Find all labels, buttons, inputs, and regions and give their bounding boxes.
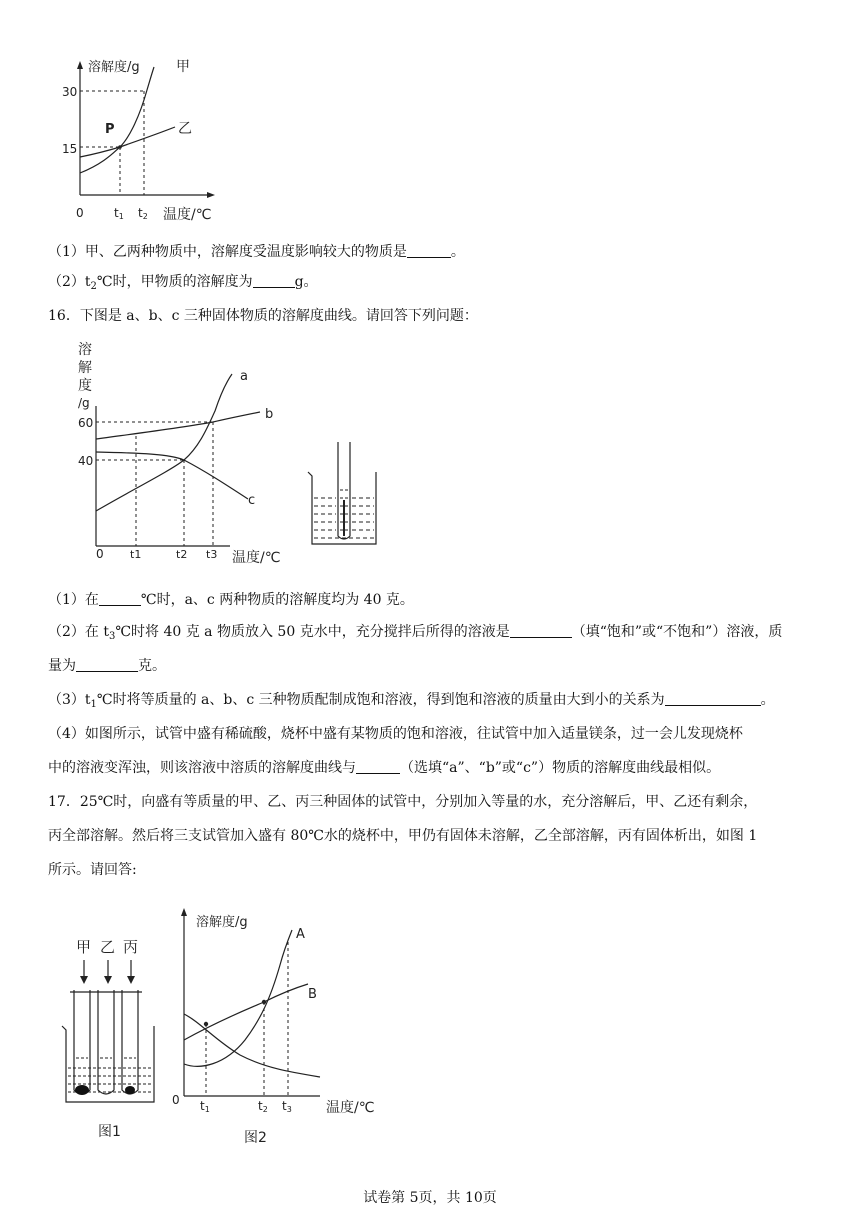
solubility-graph-1: [60, 55, 230, 225]
tick-t3: t3: [282, 1099, 292, 1114]
label-jia: 甲: [176, 59, 190, 75]
down-arrows: [80, 960, 135, 984]
tick-t2: t2: [138, 206, 148, 221]
q15-line-1: （1）甲、乙两种物质中，溶解度受温度影响较大的物质是 。: [48, 244, 465, 260]
q16-p4-line-1: （4）如图所示，试管中盛有稀硫酸，烧杯中盛有某物质的饱和溶液，往试管中加入适量镁条，过一会儿发现烧杯: [48, 726, 743, 742]
answer-blank[interactable]: [665, 691, 761, 706]
label-B: B: [308, 987, 317, 1002]
tick-40: 40: [78, 454, 94, 468]
q16-p3: $(3)t_1℃$时将等质量的 a、b、c 三种物质配制成饱和溶液，得到饱和溶液的质量由大到小的关系为 。: [48, 692, 775, 710]
answer-blank[interactable]: [407, 243, 451, 258]
ylabel-char: 溶: [78, 342, 92, 358]
origin-label: 0: [96, 547, 104, 561]
curve-jia: [80, 67, 154, 173]
tick-60: 60: [78, 416, 94, 430]
answer-blank[interactable]: [510, 623, 572, 638]
label-b: b: [265, 407, 274, 422]
origin-label: 0: [76, 206, 84, 220]
beaker: [308, 472, 376, 544]
curve-a: [96, 374, 232, 511]
answer-blank[interactable]: [76, 657, 138, 672]
label-p: P: [105, 122, 115, 137]
graph1-xlabel: 温度/℃: [163, 207, 212, 223]
tube-label-bing: 丙: [123, 938, 139, 956]
origin-label: 0: [172, 1093, 180, 1107]
tick-t1: t1: [200, 1099, 210, 1114]
tube-yi: [98, 990, 114, 1094]
label-c: c: [248, 493, 256, 508]
ylabel-char: 度: [78, 378, 92, 394]
beaker-test-tube-figure: [300, 440, 390, 552]
tick-t3: t3: [206, 548, 218, 561]
q17-line-1: 17．25℃时，向盛有等质量的甲、乙、丙三种固体的试管中，分别加入等量的水，充分溶解后，甲、乙还有剩余，: [48, 794, 758, 810]
answer-blank[interactable]: [99, 591, 141, 606]
q16-title: 16．下图是 a、b、c 三种固体物质的溶解度曲线。请回答下列问题：: [48, 308, 478, 324]
tube-label-jia: 甲: [76, 938, 92, 956]
figure-2-solubility-graph: [170, 900, 390, 1150]
q16-p2-line-1: （2）在 $t_3℃$时将 40 克 a 物质放入 50 克水中，充分搅拌后所得的溶液是 （填“饱和”或“不饱和”）溶液，质: [48, 624, 783, 642]
tick-t1: t1: [130, 548, 142, 561]
q17-line-2: 丙全部溶解。然后将三支试管加入盛有 80℃水的烧杯中，甲仍有固体未溶解，乙全部溶解，丙有固体析出，如图 1: [48, 828, 758, 844]
tube-bing: [122, 990, 138, 1094]
y-axis-arrow: [181, 908, 187, 916]
label-a: a: [240, 369, 248, 384]
q17-line-3: 所示。请回答:: [48, 862, 137, 878]
intersection-dot: [204, 1022, 208, 1026]
tube-label-yi: 乙: [100, 938, 116, 956]
tick-t2: t2: [258, 1099, 268, 1114]
label-yi: 乙: [178, 121, 192, 137]
solubility-graph-2: [70, 336, 290, 566]
figure-2-ylabel: 溶解度/g: [196, 915, 248, 930]
q16-p4-line-2: 中的溶液变浑浊，则该溶液中溶质的溶解度曲线与 （选填“a”、“b”或“c”）物质的溶解度曲线最相似。: [48, 760, 721, 776]
ylabel-unit: /g: [78, 396, 90, 410]
solid-bing: [125, 1086, 135, 1094]
tick-t1: t1: [114, 206, 124, 221]
curve-yi: [80, 127, 175, 157]
answer-blank[interactable]: [356, 759, 400, 774]
page-footer: 试卷第 5页，共 10页: [363, 1190, 497, 1206]
curve-b: [96, 412, 260, 439]
curve-A: [184, 930, 292, 1066]
figure-1-test-tubes: [56, 930, 166, 1145]
x-axis-arrow: [207, 192, 215, 198]
solid-jia: [75, 1085, 89, 1095]
point-p-dot: [118, 145, 122, 149]
ylabel-char: 解: [78, 360, 92, 376]
q16-p1: （1）在 ℃时，a、c 两种物质的溶解度均为 40 克。: [48, 592, 414, 608]
figure-2-xlabel: 温度/℃: [326, 1100, 375, 1116]
figure-1-caption: 图1: [98, 1124, 121, 1140]
tube-jia: [74, 990, 90, 1094]
tick-t2: t2: [176, 548, 188, 561]
curve-B: [184, 984, 308, 1040]
q16-p2-line-2: 量为 克。: [48, 658, 166, 674]
q15-line-2: $(2)t_2℃$时，甲物质的溶解度为 g。: [48, 274, 318, 292]
label-A: A: [296, 927, 305, 942]
intersection-dot: [262, 1000, 266, 1004]
graph1-ylabel: 溶解度/g: [88, 60, 140, 75]
answer-blank[interactable]: [253, 273, 295, 288]
figure-2-caption: 图2: [244, 1130, 267, 1146]
tick-30: 30: [62, 85, 78, 99]
curve-c: [96, 452, 248, 499]
y-axis-arrow: [77, 61, 83, 69]
graph2-xlabel: 温度/℃: [232, 550, 281, 566]
tick-15: 15: [62, 142, 78, 156]
